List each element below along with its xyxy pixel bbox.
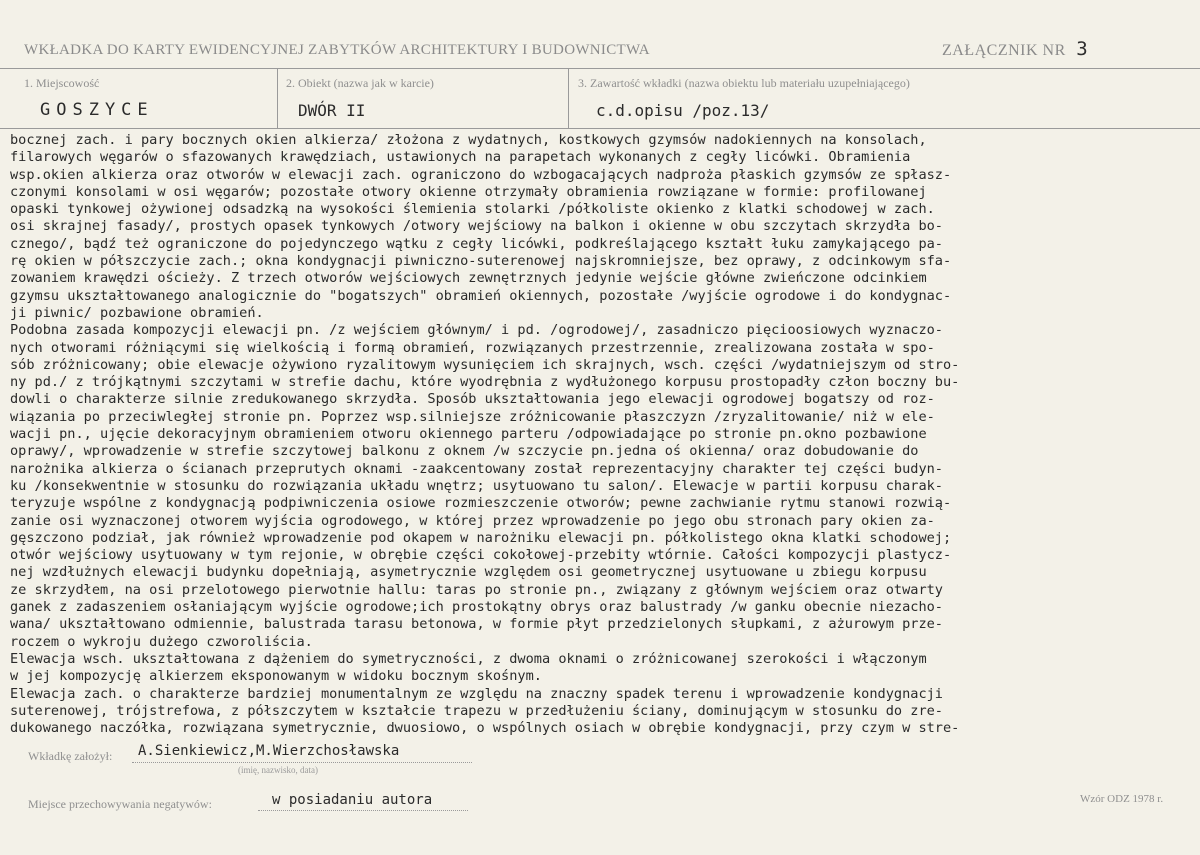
description-line: dowli o charakterze silnie zredukowanego skrzydła. Sposób ukształtowania jego elewacji ogrodowej bogatszy od roz- xyxy=(10,391,935,408)
annex-label xyxy=(942,38,1088,60)
description-line: gęszczono podział, jak również wprowadzenie pod okapem w narożniku elewacji pn. półkolistego okna klatki schodowej; xyxy=(10,529,952,546)
author-value: A.Sienkiewicz,M.Wierzchosławska xyxy=(138,743,400,759)
author-label: Wkładkę założył: xyxy=(28,749,113,763)
description-line: ku /konsekwentnie w stosunku do rozwiązania układu wnętrz; usytuowano tu salon/. Elewacje w partii korpusu charak- xyxy=(10,477,943,494)
negatives-label: Miejsce przechowywania negatywów: xyxy=(28,797,212,811)
description-line: ganek z zadaszeniem osłaniającym wyjście ogrodowe;ich prostokątny obrys oraz balustrady /w ganku obecnie niezacho- xyxy=(10,599,943,616)
description-line: osi skrajnej fasady/, prostych opasek tynkowych /otwory wejściowy na balkon i okienne w obu szczytach skrzydła bo- xyxy=(10,218,943,235)
description-line: oprawy/, wprowadzenie w strefie szczytowej balkonu z oknem /w szczycie pn.jedna oś okienna/ oraz dobudowanie do xyxy=(10,443,919,460)
description-line: dukowanego naczółka, rozwiązana symetrycznie, dwuosiowo, o wspólnych osiach w obrębie kondygnacji, przy czym w stre- xyxy=(10,720,960,737)
description-line: suterenowej, trójstrefowa, z półszczytem w kształcie trapezu w przedłużeniu ściany, dominującym w stosunku do zre- xyxy=(10,702,943,719)
description-line: gzymsu ukształtowanego analogicznie do "bogatszych" obramień okiennych, pozostałe /wyjście ogrodowe i do kondygnac- xyxy=(10,287,952,304)
description-line: zanie osi wyznaczonej otworem wyjścia ogrodowego, w której przez wprowadzenie po jego obu stronach pary okien za- xyxy=(10,512,935,529)
description-line: rę okien w półszczycie zach.; okna kondygnacji piwniczno-suterenowej najskromniejsze, bez oprawy, z odcinkowym sfa- xyxy=(10,253,952,270)
annex-label-text: ZAŁĄCZNIK NR xyxy=(942,42,1066,59)
author-dotline xyxy=(132,762,472,763)
description-line: filarowych węgarów o sfazowanych krawędziach, ustawionych na parapetach wykonanych z cegły licówki. Obramienia xyxy=(10,149,911,166)
card-title: WKŁADKA DO KARTY EWIDENCYJNEJ ZABYTKÓW ARCHITEKTURY I BUDOWNICTWA xyxy=(24,42,650,58)
content-label: 3. Zawartość wkładki (nazwa obiektu lub materiału uzupełniającego) xyxy=(578,76,910,90)
object-label: 2. Obiekt (nazwa jak w karcie) xyxy=(286,76,434,90)
description-line: Elewacja wsch. ukształtowana z dążeniem do symetryczności, z dwoma oknami o zróżnicowanej szerokości i włączonym xyxy=(10,650,927,667)
description-line: Elewacja zach. o charakterze bardziej monumentalnym ze względu na znaczny spadek terenu i wprowadzenie kondygnacji xyxy=(10,685,943,702)
description-line: sób zróżnicowany; obie elewacje ożywiono ryzalitowym wysunięciem ich skrajnych, wsch. części /wydatniejszym od stro- xyxy=(10,356,960,373)
description-line: w jej kompozycję alkierzem eksponowanym w widoku bocznym skośnym. xyxy=(10,668,542,685)
header-divider-bottom xyxy=(0,128,1200,129)
description-line: wsp.okien alkierza oraz otworów w elewacji zach. ograniczono do wzbogacających nadproża płaskich gzymsów ze spłasz- xyxy=(10,166,952,183)
content-value: c.d.opisu /poz.13/ xyxy=(596,101,770,120)
locality-value: GOSZYCE xyxy=(40,100,154,120)
description-line: ji piwnic/ pozbawione obramień. xyxy=(10,304,264,321)
description-line: nych otworami różniącymi się wielkością i formą obramień, rozwiązanych przestrzennie, zrealizowana została w spo- xyxy=(10,339,935,356)
description-line: wana/ ukształtowano odmiennie, balustrada tarasu betonowa, w formie płyt przedzielonych słupkami, z ażurowym prze- xyxy=(10,616,943,633)
field-divider-2 xyxy=(568,68,569,128)
header-divider-top xyxy=(0,68,1200,69)
description-line: ny pd./ z trójkątnymi szczytami w strefie dachu, które wyodrębnia z wydłużonego korpusu prostopadły człon boczny bu- xyxy=(10,374,960,391)
negatives-dotline xyxy=(258,810,468,811)
author-sublabel: (imię, nazwisko, data) xyxy=(238,765,318,775)
description-line: Podobna zasada kompozycji elewacji pn. /z wejściem głównym/ i pd. /ogrodowej/, zasadniczo pięcioosiowych wyznaczo- xyxy=(10,322,943,339)
description-line: teryzuje wspólne z kondygnacją podpiwniczenia osiowe rozmieszczenie otworów; pewne zachwianie rytmu stanowi rozwią- xyxy=(10,495,952,512)
description-line: zowaniem krawędzi ościeży. Z trzech otworów wejściowych zewnętrznych jedynie wejście główne zwieńczone odcinkiem xyxy=(10,270,927,287)
description-line: cznego/, bądź też ograniczone do pojedynczego wątku z cegły licówki, podkreślającego kształt łuku zamykającego pa- xyxy=(10,235,943,252)
description-line: narożnika alkierza o ścianach przeprutych oknami -zaakcentowany został reprezentacyjny charakter tej części budyn- xyxy=(10,460,943,477)
description-line: nej wzdłużnych elewacji budynku dopełniają, asymetrycznie względem osi geometrycznej usytuowane u zbiegu korpusu xyxy=(10,564,927,581)
negatives-value: w posiadaniu autora xyxy=(272,792,433,808)
description-line: ze skrzydłem, na osi przelotowego pierwotnie hallu: taras po stronie pn., związany z głównym wejściem oraz otwarty xyxy=(10,581,943,598)
description-line: wacji pn., ujęcie dekoracyjnym obramieniem otworu okiennego parteru /odpowiadające po stronie pn.okno pozbawione xyxy=(10,426,927,443)
description-line: opaski tynkowej ożywionej odsadzką na wysokości ślemienia stolarki /półkoliste okienko z klatki schodowej w zach. xyxy=(10,201,935,218)
annex-number: 3 xyxy=(1076,38,1089,60)
locality-label: 1. Miejscowość xyxy=(24,76,100,90)
description-line: wiązania po przeciwległej stronie pn. Poprzez wsp.silniejsze zróżnicowanie płaszczyzn /zryzalitowanie/ niż w ele- xyxy=(10,408,935,425)
field-divider-1 xyxy=(277,68,278,128)
description-line: otwór wejściowy usytuowany w tym rejonie, w obrębie części cokołowej-przebity wtórnie. Całości kompozycji plastycz- xyxy=(10,547,952,564)
description-line: roczem o wykroju dużego czworoliścia. xyxy=(10,633,313,650)
object-value: DWÓR II xyxy=(298,101,366,120)
description-line: bocznej zach. i pary bocznych okien alkierza/ złożona z wydatnych, kostkowych gzymsów nadokiennych na konsolach, xyxy=(10,132,927,148)
description-body xyxy=(10,132,1200,752)
description-line: czonymi konsolami w osi węgarów; pozostałe otwory okienne otrzymały obramienia rowziązane w formie: profilowanej xyxy=(10,183,927,200)
form-reference: Wzór ODZ 1978 r. xyxy=(1080,793,1164,805)
